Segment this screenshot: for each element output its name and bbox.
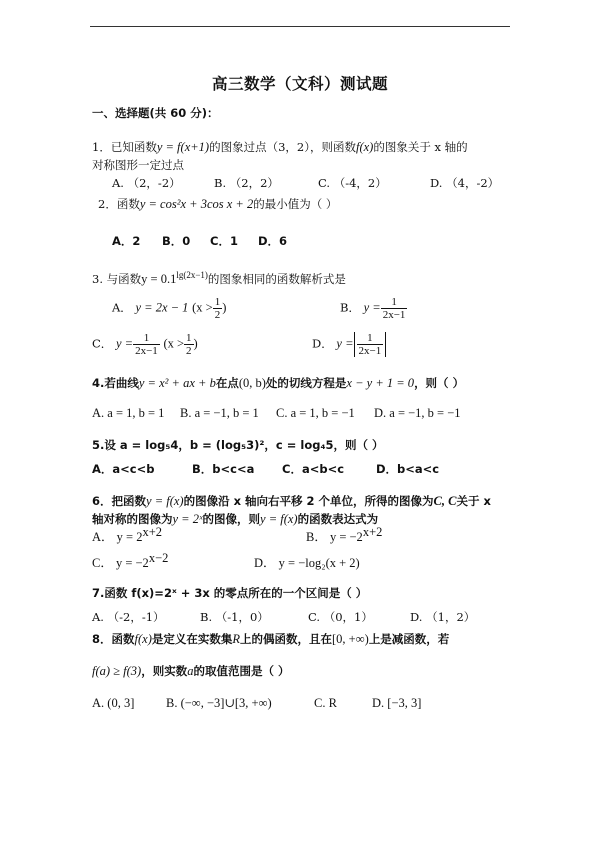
q2-option-c: C．1 [210, 234, 238, 248]
question-4: 4.若曲线y = x² + ax + b在点(0, b)处的切线方程是x − y + 1 = 0，则（ ） [92, 376, 465, 390]
question-8: 8．函数f(x)是定义在实数集R上的偶函数，且在[0, +∞)上是减函数，若 [92, 632, 450, 646]
question-2: 2．函数y = cos²x + 3cos x + 2的最小值为（ ） [98, 197, 338, 211]
question-5: 5.设 a = log₅4，b = (log₅3)²，c = log₄5，则（ ） [92, 438, 384, 452]
q6-option-a: A． $y = 2^{x+2}$ [92, 525, 163, 544]
question-6: 6．把函数y = f(x)的图像沿 x 轴向右平移 2 个单位，所得的图像为C, C关于 x [92, 494, 491, 508]
q1-option-a: A. （2，-2） [112, 176, 181, 190]
q6-option-d: D． y = −log₂(x + 2) [254, 556, 360, 570]
section-heading: 一、选择题(共 60 分)： [92, 106, 219, 120]
q1-option-d: D. （4，-2） [430, 176, 500, 190]
q7-option-d: D. （1，2） [410, 610, 476, 624]
q8-option-d: D. [−3, 3] [372, 696, 422, 710]
q3-option-c: C． y = $\frac{1}{2x-1}$ (x > $\frac{1}{2}$ ) [92, 332, 198, 357]
q5-option-b: B．b<c<a [192, 462, 255, 476]
q4-option-c: C. a = 1, b = −1 [276, 406, 355, 420]
q8-option-b: B. (−∞, −3]∪[3, +∞) [166, 696, 272, 710]
q3-option-a: A． y = 2x − 1 (x > $\frac{1}{2}$ ) [112, 296, 227, 321]
question-7: 7.函数 f(x)=2ˣ + 3x 的零点所在的一个区间是（ ） [92, 586, 368, 600]
q2-option-a: A．2 [112, 234, 141, 248]
q3-option-d: D． y = $\frac{1}{2x-1}$ [312, 332, 386, 357]
question-6-line2: 轴对称的图像为y = 2ˣ的图像，则y = f(x)的函数表达式为 [92, 512, 379, 526]
q4-option-b: B. a = −1, b = 1 [180, 406, 259, 420]
q5-option-c: C．a<b<c [282, 462, 345, 476]
q7-option-a: A. （-2，-1） [92, 610, 165, 624]
question-3: 3. 与函数$y = 0.1^{lg(2x-1)}$的图象相同的函数解析式是 [92, 270, 346, 286]
header-rule [90, 26, 510, 27]
q1-option-b: B. （2，2） [214, 176, 279, 190]
q8-option-c: C. R [314, 696, 337, 710]
q1-option-c: C. （-4，2） [318, 176, 387, 190]
q6-option-c: C． $y = -2^{x-2}$ [92, 551, 169, 570]
page-title: 高三数学（文科）测试题 [211, 75, 388, 93]
q6-option-b: B． $y = -2^{x+2}$ [306, 525, 383, 544]
question-8-line2: f(a) ≥ f(3)，则实数a的取值范围是（ ） [92, 664, 290, 678]
q7-option-c: C. （0，1） [308, 610, 373, 624]
q3-option-b: B． y = $\frac{1}{2x-1}$ [340, 296, 406, 321]
q5-option-a: A．a<c<b [92, 462, 155, 476]
q8-option-a: A. (0, 3] [92, 696, 135, 710]
q4-option-d: D. a = −1, b = −1 [374, 406, 461, 420]
q2-option-d: D．6 [258, 234, 288, 248]
q7-option-b: B. （-1，0） [200, 610, 269, 624]
question-1-line2: 对称图形一定过点 [92, 158, 184, 172]
question-1: 1．已知函数y = f(x+1)的图象过点（3，2），则函数f(x)的图象关于 x 轴的 [92, 140, 468, 154]
q2-option-b: B．0 [162, 234, 191, 248]
q5-option-d: D．b<a<c [376, 462, 440, 476]
q4-option-a: A. a = 1, b = 1 [92, 406, 165, 420]
